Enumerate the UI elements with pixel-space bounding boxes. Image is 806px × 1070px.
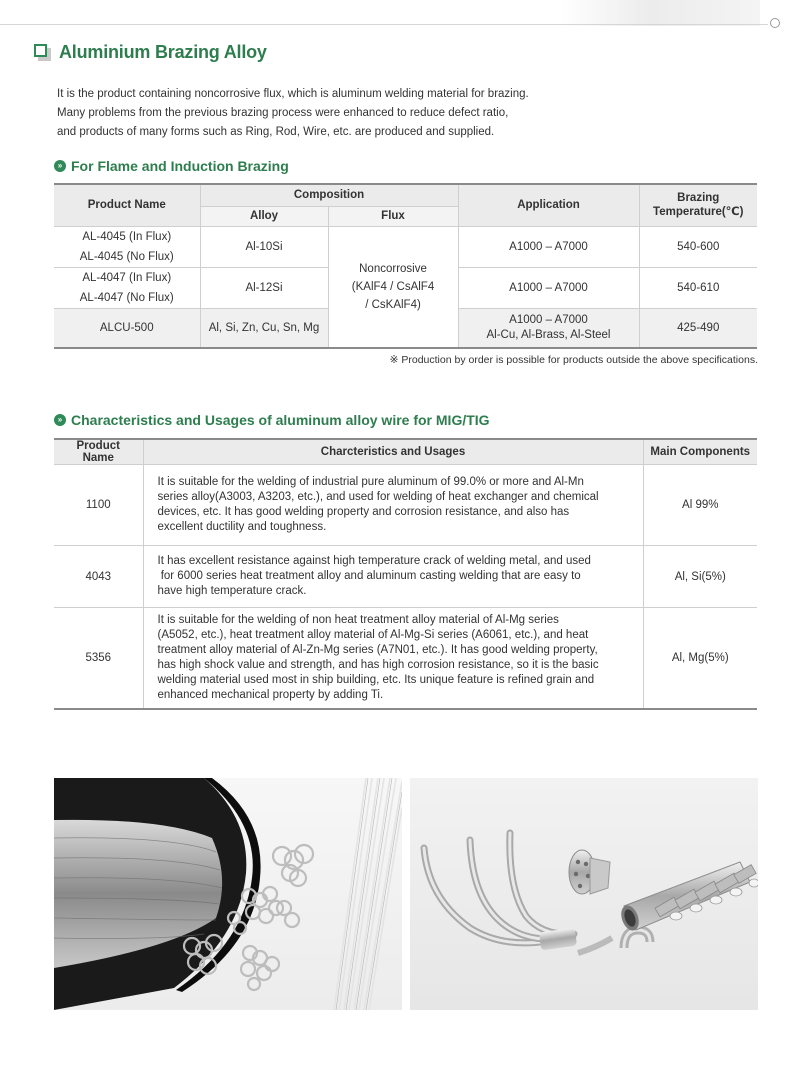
description-line: treatment alloy material of Al-Zn-Mg series (A7N01, etc.). It has good welding property,	[157, 643, 598, 656]
cell-components: Al, Mg(5%)	[643, 608, 757, 709]
table-row	[54, 226, 757, 267]
mig-tig-table	[54, 438, 757, 710]
cell-temperature: 425-490	[639, 308, 757, 348]
description-line: (A5052, etc.), heat treatment alloy material of Al-Mg-Si series (A6061, etc.), and heat	[157, 628, 589, 641]
description-line: enhanced mechanical property by adding Ti.	[157, 688, 384, 701]
description-line: welding material used most in ship building, etc. Its unique feature is refined grain and	[157, 673, 595, 686]
product-photo-wire-spool	[54, 778, 402, 1010]
table-row	[54, 608, 757, 709]
cell-components: Al, Si(5%)	[643, 546, 757, 608]
col-header-text: Brazing	[677, 192, 720, 205]
col-header-text: Temperature(℃)	[653, 206, 744, 219]
cell-product: 1100	[54, 465, 143, 546]
cell-temperature: 540-610	[639, 267, 757, 308]
col-header-main-components: Main Components	[643, 439, 757, 465]
cell-application: A1000 – A7000	[458, 226, 639, 267]
cell-flux	[328, 226, 458, 348]
description-line: have high temperature crack.	[157, 585, 307, 597]
col-header-brazing-temperature	[639, 184, 757, 226]
cell-description	[143, 465, 643, 546]
col-header-alloy: Alloy	[200, 206, 328, 226]
section-bullet-icon: »	[54, 414, 66, 426]
intro-line: It is the product containing noncorrosive flux, which is aluminum welding material for brazing.	[57, 88, 529, 100]
col-header-flux: Flux	[328, 206, 458, 226]
description-line: has high shock value and strength, and has high corrosion resistance, so it is the basic	[157, 658, 599, 671]
cell-product	[54, 267, 200, 308]
description-line: It has excellent resistance against high temperature crack of welding metal, and used	[157, 555, 591, 567]
cell-text: A1000 – A7000	[509, 313, 588, 326]
header-decoration	[560, 0, 760, 26]
table-row	[54, 465, 757, 546]
col-header-product-name: Product Name	[54, 439, 143, 465]
cell-text: Noncorrosive	[359, 262, 427, 275]
col-header-composition: Composition	[200, 184, 458, 206]
section-heading-brazing	[54, 158, 289, 174]
col-header-characteristics: Charcteristics and Usages	[143, 439, 643, 465]
page-title: Aluminium Brazing Alloy	[59, 42, 267, 62]
product-photo-brazed-parts	[410, 778, 758, 1010]
cell-text: AL-4047 (In Flux)	[82, 271, 172, 284]
section-bullet-icon: »	[54, 160, 66, 172]
col-header-product-name: Product Name	[54, 184, 200, 226]
section-title: Characteristics and Usages of aluminum alloy wire for MIG/TIG	[71, 412, 490, 428]
cell-alloy: Al, Si, Zn, Cu, Sn, Mg	[200, 308, 328, 348]
cell-alloy: Al-10Si	[200, 226, 328, 267]
cell-text: / CsKAlF4)	[365, 298, 421, 311]
brazing-table	[54, 183, 757, 349]
cell-temperature: 540-600	[639, 226, 757, 267]
intro-line: Many problems from the previous brazing process were enhanced to reduce defect ratio,	[57, 107, 509, 119]
table-row	[54, 546, 757, 608]
cell-application	[458, 308, 639, 348]
page-title-block	[34, 42, 267, 63]
description-line: It is suitable for the welding of industrial pure aluminum of 99.0% or more and Al-Mn	[157, 476, 584, 488]
description-line: devices, etc. It has good welding property and corrosion resistance, and also has	[157, 506, 570, 518]
cell-product: ALCU-500	[54, 308, 200, 348]
cell-text: Al-Cu, Al-Brass, Al-Steel	[486, 328, 611, 341]
cell-product: 4043	[54, 546, 143, 608]
cell-text: (KAlF4 / CsAlF4	[351, 280, 435, 293]
description-line: excellent ductility and toughness.	[157, 521, 327, 533]
cell-text: AL-4047 (No Flux)	[79, 291, 174, 304]
footnote: ※ Production by order is possible for products outside the above specifications.	[389, 354, 758, 366]
cell-components: Al 99%	[643, 465, 757, 546]
section-title: For Flame and Induction Brazing	[71, 158, 289, 174]
description-line: It is suitable for the welding of non heat treatment alloy material of Al-Mg series	[157, 613, 559, 626]
corner-ring-icon	[770, 18, 780, 28]
intro-line: and products of many forms such as Ring, Rod, Wire, etc. are produced and supplied.	[57, 126, 495, 138]
cell-alloy: Al-12Si	[200, 267, 328, 308]
cell-application: A1000 – A7000	[458, 267, 639, 308]
intro-text	[57, 85, 529, 142]
description-line: for 6000 series heat treatment alloy and aluminum casting welding that are easy to	[157, 570, 581, 582]
header-rule	[0, 24, 768, 25]
cell-description	[143, 546, 643, 608]
cell-text: AL-4045 (In Flux)	[82, 230, 172, 243]
col-header-application: Application	[458, 184, 639, 226]
section-heading-mig-tig	[54, 412, 490, 428]
cell-product: 5356	[54, 608, 143, 709]
cell-description	[143, 608, 643, 709]
description-line: series alloy(A3003, A3203, etc.), and used for welding of heat exchanger and chemical	[157, 491, 599, 503]
cell-product	[54, 226, 200, 267]
cell-text: AL-4045 (No Flux)	[79, 250, 174, 263]
square-bullet-icon	[34, 44, 51, 61]
